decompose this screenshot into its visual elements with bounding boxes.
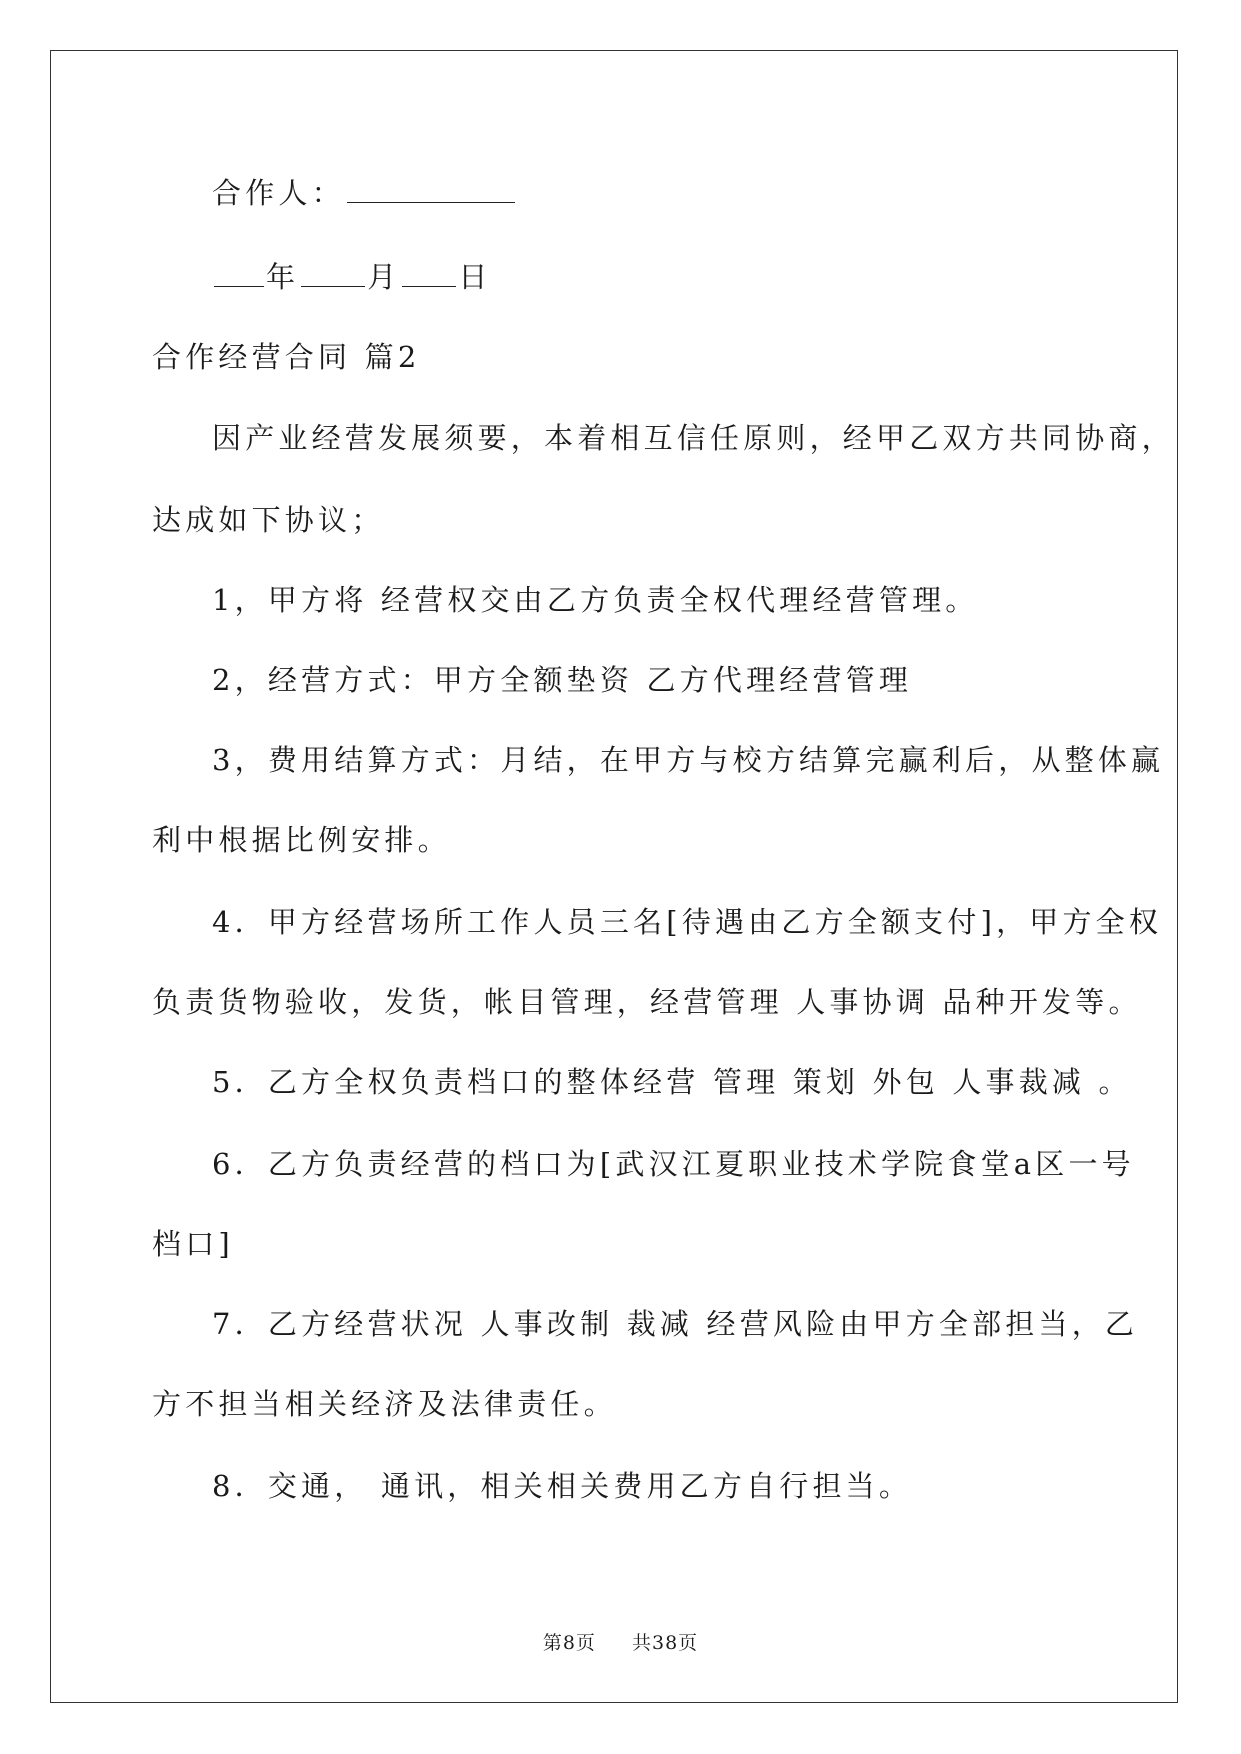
- signer-blank: [347, 172, 515, 203]
- day-blank: [402, 256, 456, 287]
- section-title: 合作经营合同 篇2: [152, 340, 421, 374]
- year-blank: [214, 256, 264, 287]
- date-day-label: 日: [458, 260, 492, 294]
- item-7-line-1: 7．乙方经营状况 人事改制 裁减 经营风险由甲方全部担当，乙: [212, 1307, 1139, 1341]
- item-6-line-1: 6．乙方负责经营的档口为[武汉江夏职业技术学院食堂a区一号: [212, 1147, 1135, 1181]
- signer-label: 合作人：: [212, 176, 345, 210]
- date-month-label: 月: [367, 260, 401, 294]
- intro-line-1: 因产业经营发展须要，本着相互信任原则，经甲乙双方共同协商，: [212, 421, 1175, 455]
- date-year-label: 年: [266, 260, 300, 294]
- item-3-line-1: 3，费用结算方式：月结，在甲方与校方结算完赢利后，从整体赢: [212, 743, 1165, 777]
- intro-line-2: 达成如下协议；: [152, 503, 385, 537]
- page-number: 第8页: [542, 1632, 596, 1654]
- item-5: 5．乙方全权负责档口的整体经营 管理 策划 外包 人事裁减 。: [212, 1065, 1132, 1099]
- page-footer: [0, 1628, 1241, 1655]
- item-8: 8．交通， 通讯，相关相关费用乙方自行担当。: [212, 1469, 913, 1503]
- date-line: [212, 256, 492, 297]
- item-2: 2，经营方式：甲方全额垫资 乙方代理经营管理: [212, 663, 913, 697]
- item-4-line-1: 4．甲方经营场所工作人员三名[待遇由乙方全额支付]，甲方全权: [212, 905, 1163, 939]
- month-blank: [301, 256, 365, 287]
- signer-line: [212, 172, 517, 213]
- item-4-line-2: 负责货物验收，发货，帐目管理，经营管理 人事协调 品种开发等。: [152, 985, 1142, 1019]
- item-7-line-2: 方不担当相关经济及法律责任。: [152, 1387, 617, 1421]
- item-3-line-2: 利中根据比例安排。: [152, 823, 451, 857]
- item-6-line-2: 档口]: [152, 1227, 234, 1261]
- item-1: 1，甲方将 经营权交由乙方负责全权代理经营管理。: [212, 583, 979, 617]
- page-border: [50, 50, 1178, 1703]
- page-total: 共38页: [632, 1632, 699, 1654]
